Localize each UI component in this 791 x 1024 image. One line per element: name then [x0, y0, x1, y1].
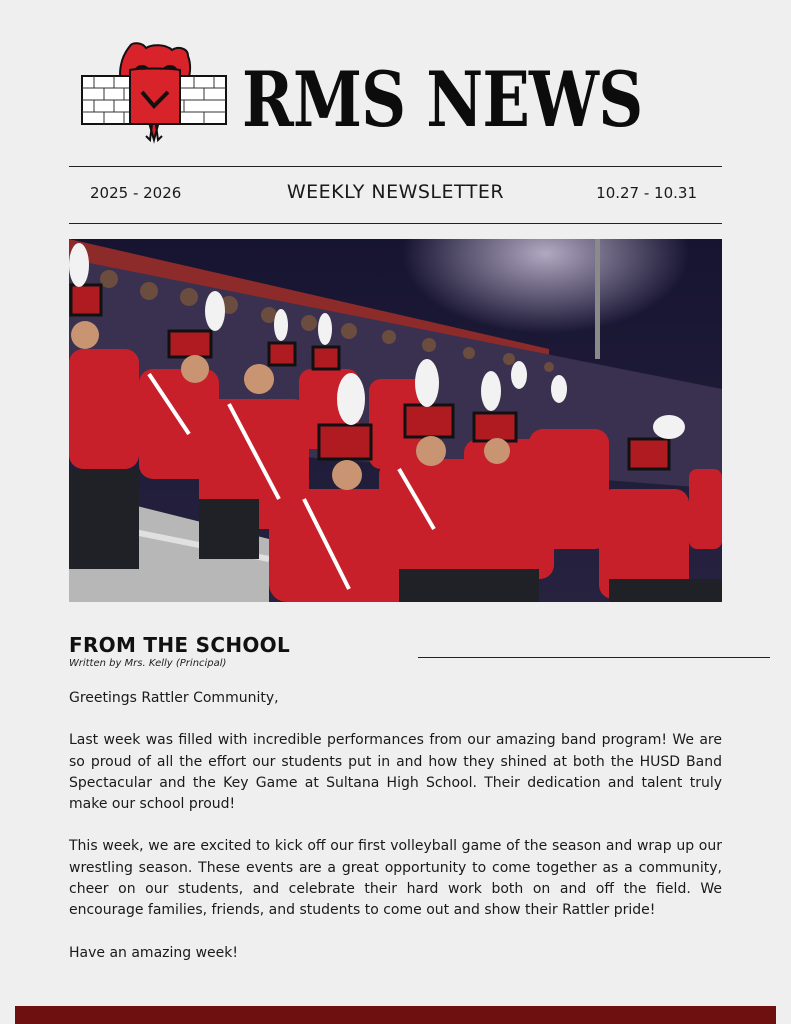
heading-divider: [418, 657, 770, 658]
masthead: [0, 0, 791, 160]
footer-bar: [15, 1006, 776, 1024]
top-divider: [69, 166, 722, 167]
bottom-divider: [69, 223, 722, 224]
rms-rattler-logo: [80, 40, 228, 148]
newsletter-label: WEEKLY NEWSLETTER: [286, 181, 505, 203]
band-photo-image: [69, 239, 722, 602]
section-heading: FROM THE SCHOOL: [69, 633, 291, 657]
school-year: 2025 - 2026: [90, 184, 182, 202]
newsletter-title: RMS NEWS: [242, 55, 643, 144]
closing-paragraph: Have an amazing week!: [69, 944, 238, 961]
band-photo: [69, 239, 722, 602]
article-body: [69, 688, 722, 985]
byline: Written by Mrs. Kelly (Principal): [69, 658, 227, 669]
snake-logo-icon: [80, 40, 228, 148]
paragraph: Last week was filled with incredible performances from our amazing band program! We are so proud of all the effort our students put in and how they shined at both the HUSD Band Spectacular and the Key Game at Sultana High School. Their dedication and talent truly make our school proud!: [69, 732, 722, 813]
greeting-paragraph: Greetings Rattler Community,: [69, 690, 279, 706]
paragraph: This week, we are excited to kick off our first volleyball game of the season and wrap up our wrestling season. These events are a great opportunity to come together as a community, cheer on our students, and celebrate their hard work both on and off the field. We encourage families, friends, and students to come out and show their Rattler pride!: [69, 838, 722, 919]
date-range: 10.27 - 10.31: [596, 184, 697, 202]
